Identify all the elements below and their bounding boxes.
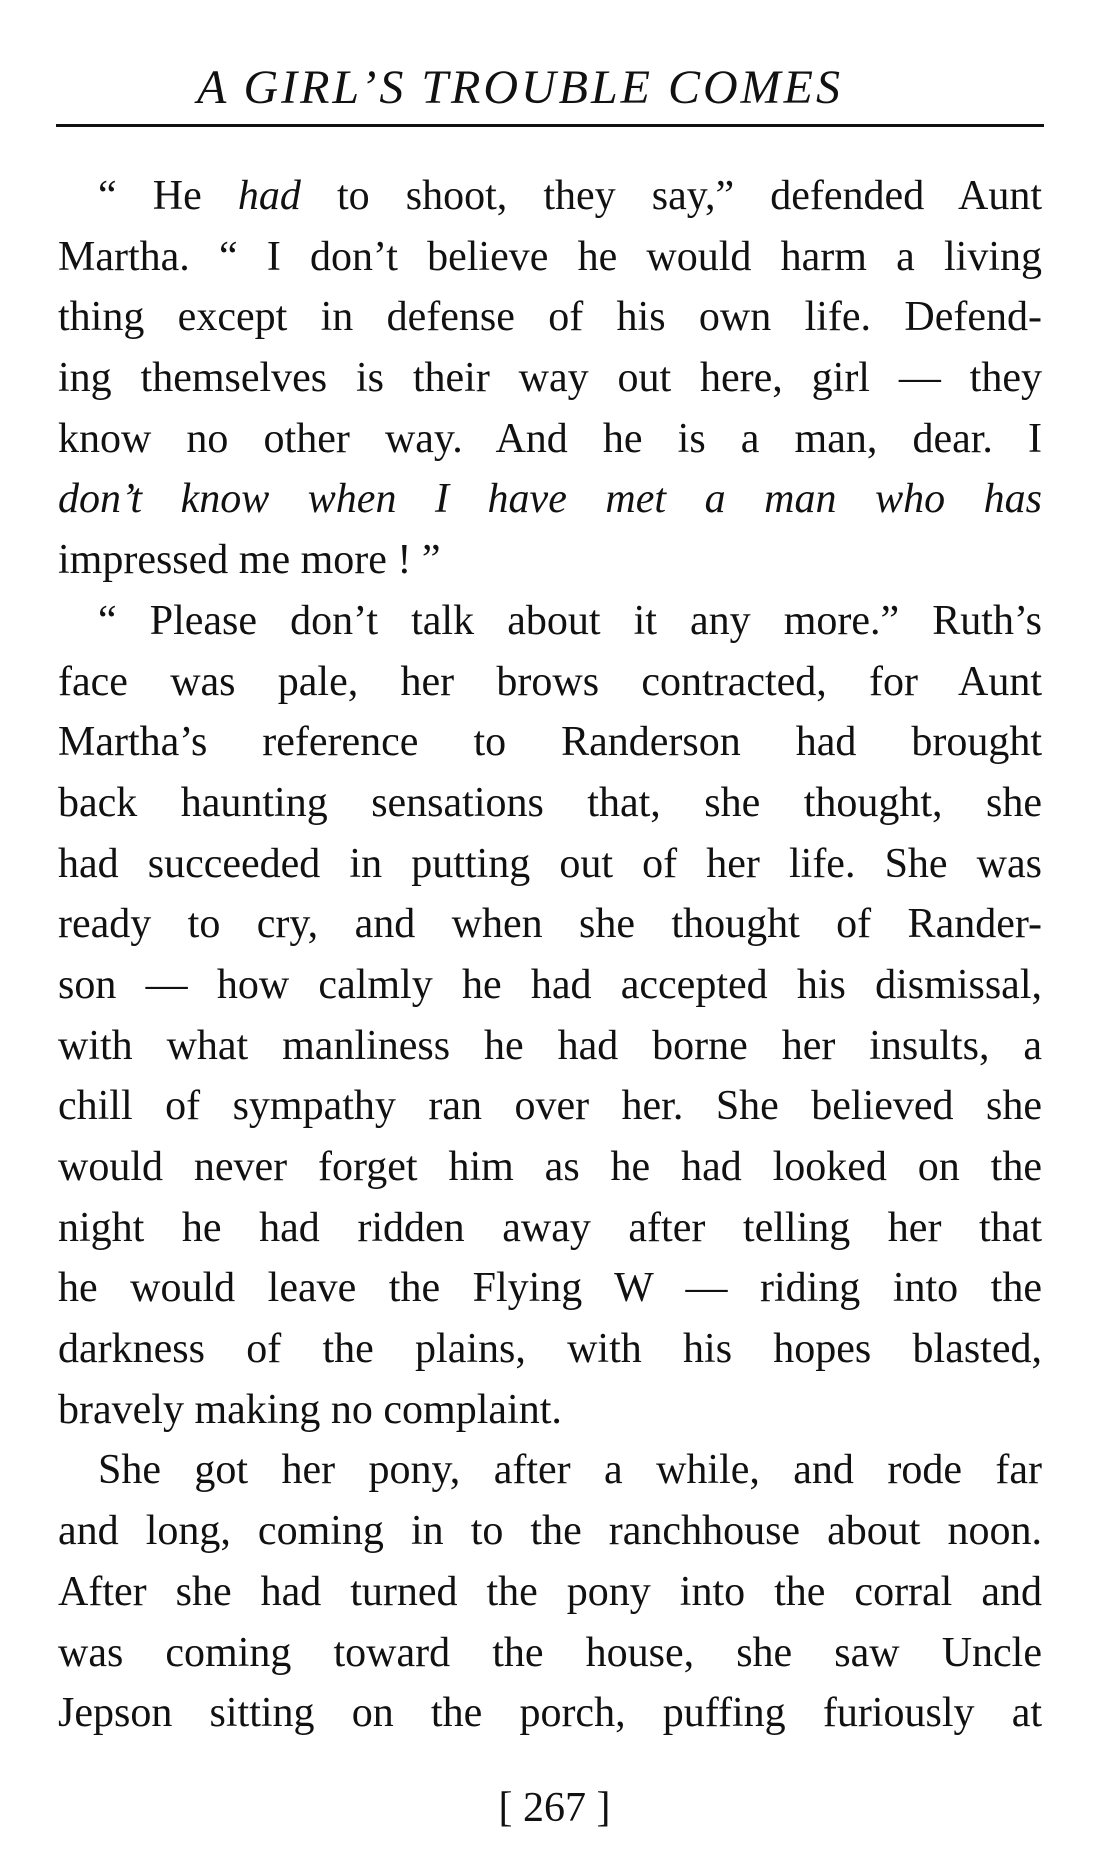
page-number: [ 267 ] bbox=[498, 1785, 611, 1831]
running-title: A GIRL’S TROUBLE COMES bbox=[197, 61, 843, 114]
text-line: don’t know when I have met a man who has bbox=[58, 476, 1042, 523]
text-line: with what manliness he had borne her insults, a bbox=[58, 1022, 1042, 1069]
text-line: and long, coming in to the ranchhouse about noon. bbox=[58, 1508, 1042, 1555]
header-rule bbox=[56, 124, 1044, 127]
text-line: Martha. “ I don’t believe he would harm a living bbox=[58, 233, 1042, 280]
text-line: was coming toward the house, she saw Uncle bbox=[58, 1629, 1042, 1676]
text-line: “ He had to shoot, they say,” defended Aunt bbox=[98, 173, 1042, 219]
body-text bbox=[58, 166, 1042, 1744]
text-line: had succeeded in putting out of her life. She was bbox=[58, 840, 1042, 887]
text-line: night he had ridden away after telling her that bbox=[58, 1204, 1042, 1251]
text-line: would never forget him as he had looked on the bbox=[58, 1144, 1042, 1190]
text-line: Martha’s reference to Randerson had brought bbox=[58, 719, 1042, 766]
text-line: darkness of the plains, with his hopes blasted, bbox=[58, 1326, 1042, 1373]
text-line: chill of sympathy ran over her. She believed she bbox=[58, 1083, 1042, 1130]
text-line: ready to cry, and when she thought of Rander- bbox=[58, 901, 1042, 948]
text-line: impressed me more ! ” bbox=[58, 537, 441, 584]
text-line: son — how calmly he had accepted his dismissal, bbox=[58, 961, 1042, 1008]
text-line: “ Please don’t talk about it any more.” Ruth’s bbox=[98, 597, 1042, 644]
text-line: bravely making no complaint. bbox=[58, 1386, 562, 1433]
text-line: he would leave the Flying W — riding into the bbox=[58, 1265, 1042, 1312]
text-line: Jepson sitting on the porch, puffing furiously at bbox=[58, 1690, 1042, 1737]
text-line: know no other way. And he is a man, dear. I bbox=[58, 415, 1042, 462]
text-line: She got her pony, after a while, and rode far bbox=[98, 1447, 1042, 1494]
text-line: After she had turned the pony into the corral and bbox=[58, 1568, 1042, 1615]
text-line: ing themselves is their way out here, girl — they bbox=[58, 355, 1042, 402]
text-line: thing except in defense of his own life. Defend- bbox=[58, 294, 1042, 341]
text-line: face was pale, her brows contracted, for Aunt bbox=[58, 658, 1042, 705]
text-line: back haunting sensations that, she thought, she bbox=[58, 779, 1042, 826]
